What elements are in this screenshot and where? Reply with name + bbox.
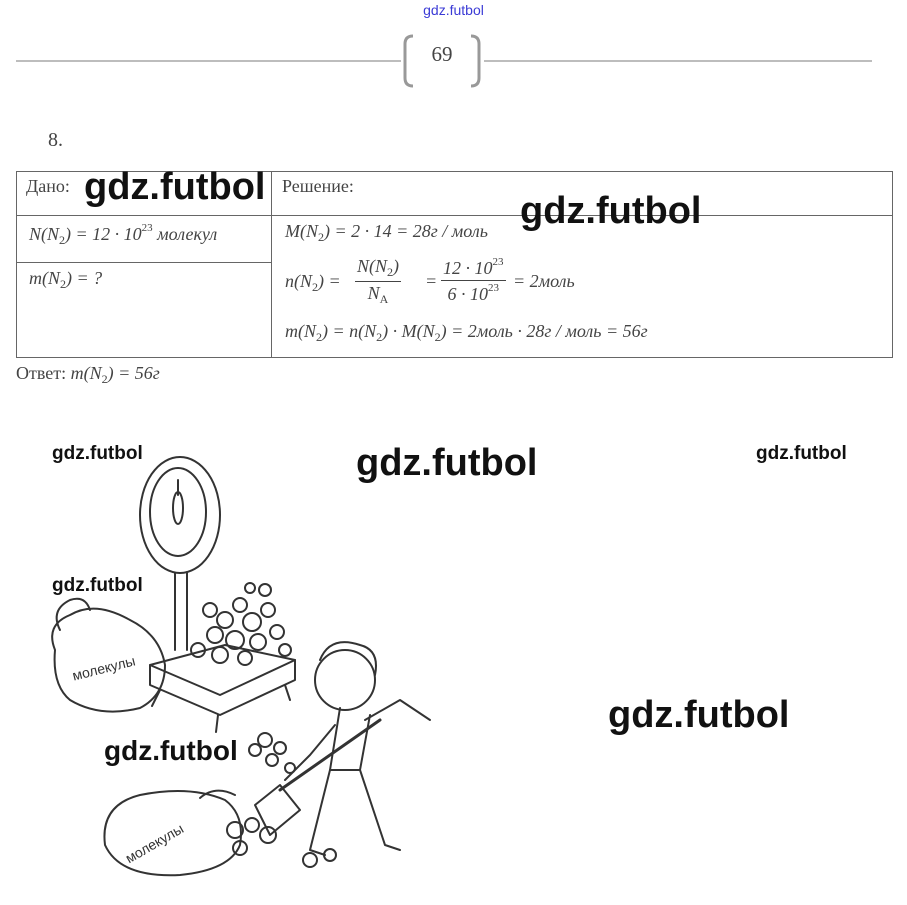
solution-line-molar-mass: $M(N_2) = 2 \cdot 14 = 28г$ / моль — [285, 221, 488, 244]
answer-formula: $m(N_2) = 56г$ — [70, 363, 160, 386]
answer-label: Ответ: — [16, 363, 67, 383]
solution-line-amount-left: $n(N_2)$ = — [285, 271, 341, 294]
watermark: gdz.futbol — [608, 694, 790, 736]
watermark: gdz.futbol — [52, 443, 143, 464]
watermark: gdz.futbol — [84, 166, 266, 208]
table-header-line — [17, 215, 892, 216]
fraction-numbers: $\frac{12 \cdot 10^{23}}{6 \cdot 10^{23}}$ — [443, 256, 504, 304]
watermark: gdz.futbol — [52, 575, 143, 596]
fraction-n-over-na: $\frac{N(N_2)}{N_A}$ — [357, 256, 400, 306]
given-header: Дано: — [26, 176, 70, 196]
scale-icon — [140, 457, 295, 732]
boy-icon — [255, 642, 430, 855]
molecules-sack-lower-icon — [104, 791, 241, 876]
site-watermark-top: gdz.futbol — [423, 2, 484, 18]
answer-line — [16, 363, 160, 387]
illustration-boy-shoveling-molecules — [40, 450, 470, 890]
solution-line-mass: $m(N_2) = n(N_2) \cdot M(N_2)$ = 2моль · 28г / моль = 56г — [285, 321, 648, 344]
watermark: gdz.futbol — [356, 442, 538, 484]
header-rule-left — [16, 60, 401, 62]
given-separator-line — [17, 262, 271, 263]
watermark: gdz.futbol — [756, 443, 847, 464]
table-divider — [271, 172, 272, 357]
header-rule-right — [484, 60, 872, 62]
given-molecules: $N(N_2) = 12 \cdot 10^{23}$ молекул — [29, 222, 218, 247]
molecules-on-scale-icon — [191, 583, 291, 665]
amount-result: = 2моль — [513, 271, 575, 291]
task-number: 8. — [48, 129, 63, 151]
svg-text:молекулы: молекулы — [70, 652, 137, 684]
page-number: 69 — [431, 42, 453, 66]
watermark: gdz.futbol — [104, 735, 238, 766]
equals-sign: = — [425, 271, 438, 291]
watermark: gdz.futbol — [520, 190, 702, 232]
find-mass: $m(N_2)$ = ? — [29, 268, 103, 291]
molecules-sack-upper-icon — [52, 599, 165, 712]
solution-header: Решение: — [282, 176, 354, 196]
molecules-pile-icon — [227, 733, 336, 867]
svg-text:молекулы: молекулы — [122, 820, 187, 867]
